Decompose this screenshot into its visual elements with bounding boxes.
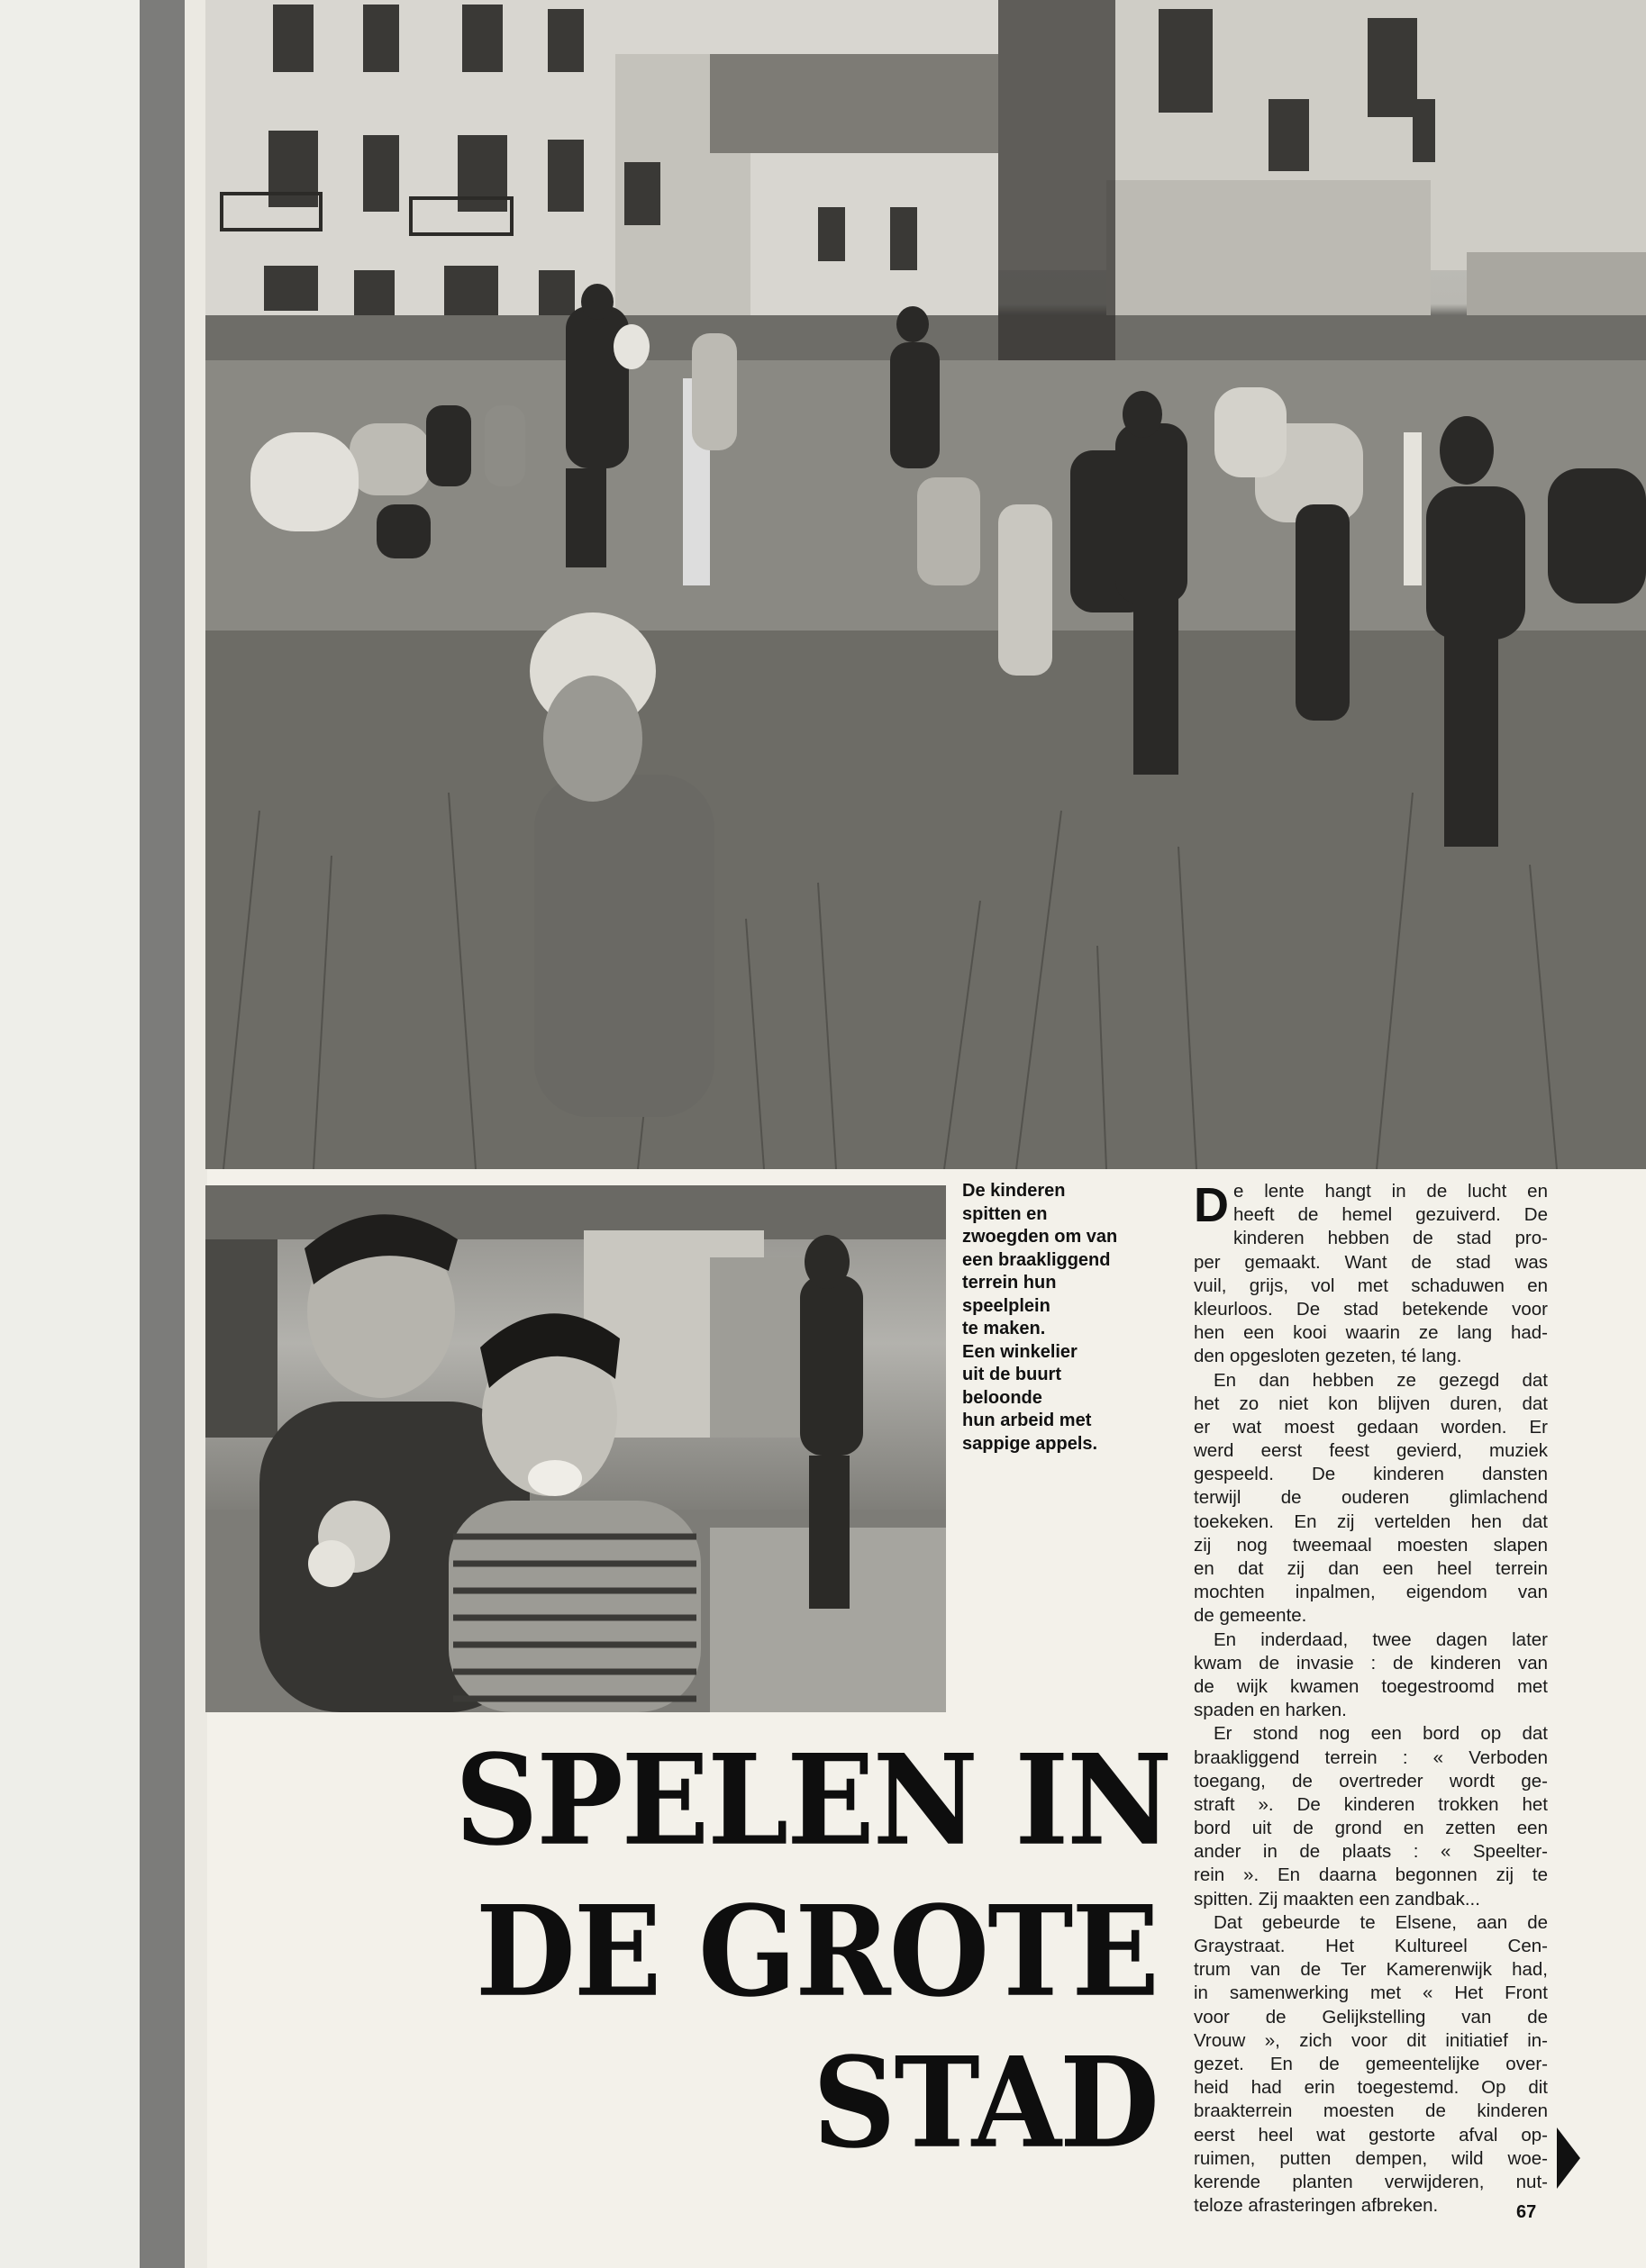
margin-rule xyxy=(185,0,207,2268)
article-line: hen een kooi waarin ze lang had- xyxy=(1194,1322,1548,1344)
article-line: in samenwerking met « Het Front xyxy=(1194,1982,1548,2004)
caption-line: zwoegden om van xyxy=(962,1227,1118,1247)
article-line: en dat zij dan een heel terrein xyxy=(1194,1558,1548,1579)
caption-line: beloonde xyxy=(962,1387,1042,1408)
photo-boys-with-apples xyxy=(205,1185,946,1712)
headline-line-3: STAD xyxy=(813,2030,1158,2177)
article-line: zij nog tweemaal moesten slapen xyxy=(1194,1534,1548,1556)
article-line: braakterrein moesten de kinderen xyxy=(1194,2100,1548,2122)
gray-margin-bar xyxy=(140,0,185,2268)
photo-caption xyxy=(962,1180,1151,1456)
article-line: per gemaakt. Want de stad was xyxy=(1194,1251,1548,1273)
photo-vacant-lot-illustration xyxy=(205,0,1646,1169)
article-dropcap: D xyxy=(1194,1178,1229,1232)
article-line: teloze afrasteringen afbreken. xyxy=(1194,2195,1439,2217)
article-line: toegang, de overtreder wordt ge- xyxy=(1194,1770,1548,1792)
article-line: bord uit de grond en zetten een xyxy=(1194,1818,1548,1839)
article-line: straft ». De kinderen trokken het xyxy=(1194,1793,1548,1815)
article-line: terwijl de ouderen glimlachend xyxy=(1194,1487,1548,1509)
article-line: de gemeente. xyxy=(1194,1605,1307,1627)
caption-line: een braakliggend xyxy=(962,1249,1111,1270)
caption-line: sappige appels. xyxy=(962,1433,1098,1454)
article-line: den opgesloten gezeten, té lang. xyxy=(1194,1346,1462,1367)
caption-line: spitten en xyxy=(962,1203,1048,1224)
article-headline xyxy=(455,1728,1171,2185)
photo-vacant-lot-children xyxy=(205,0,1646,1169)
caption-line: terrein hun xyxy=(962,1273,1057,1293)
article-line: kinderen hebben de stad pro- xyxy=(1233,1228,1548,1249)
article-line: Graystraat. Het Kultureel Cen- xyxy=(1194,1936,1548,1956)
caption-line: uit de buurt xyxy=(962,1365,1061,1384)
article-line: kerende planten verwijderen, nut- xyxy=(1194,2171,1548,2192)
article-line: de wijk kwamen toegestroomd met xyxy=(1194,1675,1548,1697)
article-line: ruimen, putten dempen, wild woe- xyxy=(1194,2147,1548,2169)
article-line: braakliggend terrein : « Verboden xyxy=(1194,1746,1548,1768)
article-line: spitten. Zij maakten een zandbak... xyxy=(1194,1888,1480,1910)
article-line: vuil, grijs, vol met schaduwen en xyxy=(1194,1275,1548,1296)
photo-boys-illustration xyxy=(205,1185,946,1712)
headline-line-1: SPELEN IN xyxy=(455,1728,1171,1874)
article-line: Er stond nog een bord op dat xyxy=(1214,1723,1548,1745)
article-line: eerst heel wat gestorte afval op- xyxy=(1194,2124,1548,2146)
article-line: heid had erin toegestemd. Op dit xyxy=(1194,2077,1548,2099)
article-line: voor de Gelijkstelling van de xyxy=(1194,2006,1548,2028)
caption-line: speelplein xyxy=(962,1295,1050,1316)
article-line: e lente hangt in de lucht en xyxy=(1233,1181,1548,1202)
article-line: spaden en harken. xyxy=(1194,1700,1347,1721)
left-page-edge xyxy=(0,0,140,2268)
caption-line: hun arbeid met xyxy=(962,1411,1092,1430)
caption-line: De kinderen xyxy=(962,1181,1066,1201)
article-line: En inderdaad, twee dagen later xyxy=(1214,1628,1548,1650)
article-line: het zo niet kon blijven duren, dat xyxy=(1194,1393,1548,1414)
article-line: rein ». En daarna begonnen zij te xyxy=(1194,1864,1548,1886)
article-line: En dan hebben ze gezegd dat xyxy=(1214,1369,1548,1391)
caption-line: te maken. xyxy=(962,1319,1046,1338)
caption-line: Een winkelier xyxy=(962,1341,1078,1362)
article-line: trum van de Ter Kamerenwijk had, xyxy=(1194,1959,1548,1981)
article-line: gespeeld. De kinderen dansten xyxy=(1194,1464,1548,1485)
article-body xyxy=(1194,1180,1548,2218)
article-line: ander in de plaats : « Speelter- xyxy=(1194,1841,1548,1863)
article-line: gezet. En de gemeentelijke over- xyxy=(1194,2053,1548,2074)
article-line: kleurloos. De stad betekende voor xyxy=(1194,1298,1548,1320)
article-line: kwam de invasie : de kinderen van xyxy=(1194,1652,1548,1674)
page-number: 67 xyxy=(1516,2202,1537,2222)
article-line: toekeken. En zij vertelden hen dat xyxy=(1194,1510,1548,1532)
headline-line-2: DE GROTE xyxy=(475,1879,1158,2026)
article-line: Vrouw », zich voor dit initiatief in- xyxy=(1194,2029,1548,2051)
article-line: er wat moest gedaan worden. Er xyxy=(1194,1416,1548,1438)
article-line: heeft de hemel gezuiverd. De xyxy=(1233,1204,1548,1226)
continue-arrow-icon xyxy=(1557,2127,1580,2189)
article-line: Dat gebeurde te Elsene, aan de xyxy=(1214,1911,1548,1933)
article-line: werd eerst feest gevierd, muziek xyxy=(1194,1440,1548,1462)
article-line: mochten inpalmen, eigendom van xyxy=(1194,1582,1548,1603)
